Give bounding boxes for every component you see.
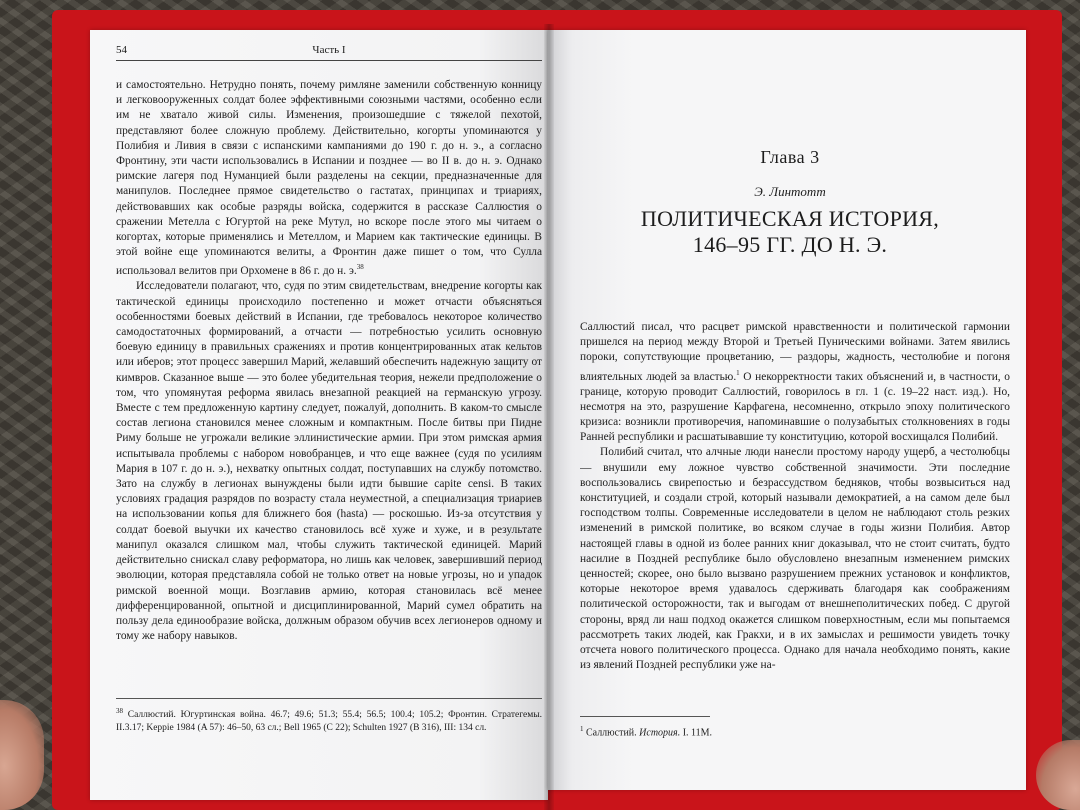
book-spine xyxy=(544,24,554,810)
right-paragraph-1 xyxy=(580,320,1010,445)
chapter-heading xyxy=(560,206,1020,258)
left-paragraph-2: Исследователи полагают, что, судя по этим свидетельствам, внедрение когорты как тактической единицы происходило постепенно и может отчасти объясняться особенностями боевых действий в Испании, где требовалось некоторое количество самодостаточных формирований, а отчасти — потребностью усилить основную боевую единицу в правильных сражениях и против концентрированных атак кельтов или иберов; этот процесс завершил Марий, желавший обеспечить надежную защиту от кимвров. Сказанное выше — это более убедительная теория, нежели предположение о том, что упомянутая реформа явилась внезапной реакцией на германскую угрозу. Вместе с тем предложенную картину следует, пожалуй, дополнить. В каком-то смысле состав легиона становился менее сложным и компактным. После битвы при Пидне Риму больше не угрожали великие эллинистические армии. При этом римская армия испытывала проблемы с набором новобранцев, и что еще важнее (судя по усилиям Мария в 107 г. до н. э.), нехватку опытных солдат, поступавших на службу потомство. Зато на службу в легионах вынуждены были идти бывшие capite censi. В таких условиях градация разрядов по возрасту стала неуместной, а специализация триариев на использовании копья для ближнего боя (hasta) — роскошью. Из-за отсутствия у солдат боевой выучки их качество становилось всё хуже и хуже, и в результате манипул оказался слишком мал, чтобы служить тактической единицей. Марий действительно снискал славу реформатора, но лишь как человек, завершивший период эволюции, которая представляла собой не только ответ на новые угрозы, но и упадок римской военной мощи. Возглавив армию, которая становилась всё менее дифференцированной, опытной и дисциплинированной, Марий сумел обратить на пользу дела единообразие войска, должным образом обучив всех легионеров одному и тому же набору навыков. xyxy=(116,280,542,643)
footnote-ref-1: 1 xyxy=(736,368,740,377)
left-paragraph-1-text: и самостоятельно. Нетрудно понять, почему римляне заменили собственную конницу и легковооруженных солдат более эффективными союзными частями, особенно если им не хватало живой силы. Изменения, произошедшие с тяжелой пехотой, представляют более сложную проблему. Действительно, когорты упоминаются у Полибия и Ливия в связи с испанскими кампаниями до 190 г. до н. э., а согласно Фронтину, эти части использовались в Испании и позднее — во II в. до н. э. Однако римские лагеря под Нуманцией были разделены на секции, предназначенные для манипулов. Последнее прямое свидетельство о гастатах, принципах и триариях, действовавших как особые разряды войска, содержится в рассказе Саллюстия о сражении Метелла с Югуртой на реке Мутул, но вскоре после этого мы читаем о когортах, которые применялись и Метеллом, и Марием как тактические единицы. В этой войне еще упоминаются велиты, а Фронтин даже пишет о том, что Сулла использовал велитов при Орхомене в 86 г. до н. э. xyxy=(116,79,542,278)
right-page-body xyxy=(580,320,1010,700)
page-number: 54 xyxy=(116,44,127,56)
right-paragraph-1-cont: О некорректности таких объяснений и, в частности, о границе, которую проводит Саллюстий, говорилось в гл. 1 (с. 19–22 наст. изд.). Но, несмотря на это, разрушение Карфагена, несомненно, открыло эпоху политического кризиса: возникли противоречия, напоминавшие о полузабытых столкновениях в годы Ранней республики и расшатывавшие ту конституцию, которой восхищался Полибий. xyxy=(580,370,1010,444)
running-title: Часть I xyxy=(312,44,346,56)
footnote-number-38: 38 xyxy=(116,707,123,715)
right-paragraph-1-text: Саллюстий писал, что расцвет римской нравственности и политической гармонии пришелся на период между Второй и Третьей Пуническими войнами. Затем явились пороки, сопутствующие процветанию, — раздоры, жадность, честолюбие и погоня влиятельных людей за властью. xyxy=(580,321,1010,383)
footnote-author: Саллюстий. xyxy=(586,727,637,739)
chapter-label: Глава 3 xyxy=(760,147,820,167)
footnote-ref-38: 38 xyxy=(356,263,364,272)
footnote-work: История. xyxy=(639,727,681,739)
chapter-heading-line-2: 146–95 ГГ. ДО Н. Э. xyxy=(692,232,888,257)
right-paragraph-2: Полибий считал, что алчные люди нанесли простому народу ущерб, а честолюбцы — внушили ему ложное чувство собственной значимости. Эти последние воспользовались свирепостью и безрассудством бедняков, чтобы возвыситься над конституцией, и создали строй, который называли демократией, а на самом деле был господством толпы. Современные исследователи в целом не наблюдают столь резких изменений в римской политике, во всяком случае в годы жизни Полибия. Автор настоящей главы в одной из более ранних книг доказывал, что не стоит считать, будто насилие в Поздней республике было обусловлено внезапным изменением римских ценностей; скорее, оно было вызвано разрушением прежних установок и конфликтов, которые некоторое время удавалось сдерживать благодаря как соображениям политической осторожности, так и выгодам от внешнеполитических побед. С другой стороны, вряд ли наш подход окажется слишком поверхностным, если мы попытаемся рассмотреть таких людей, как Гракхи, и в их замыслах и решимости увидеть точку отсчета нового политического процесса. Однако для начала необходимо понять, какие из явлений Поздней республики уже на- xyxy=(580,446,1010,672)
chapter-author: Э. Линтотт xyxy=(754,184,826,199)
running-head xyxy=(116,44,542,61)
right-footnote xyxy=(580,716,1010,739)
chapter-heading-line-1: ПОЛИТИЧЕСКАЯ ИСТОРИЯ, xyxy=(640,206,940,231)
footnote-ref: I. 11M. xyxy=(682,727,713,739)
left-paragraph-1 xyxy=(116,78,542,279)
left-footnote xyxy=(116,698,542,735)
footnote-text-38: Саллюстий. Югуртинская война. 46.7; 49.6; 51.3; 55.4; 56.5; 100.4; 105.2; Фронтин. Стратегемы. II.3.17; Keppie 1984 (A 57): 46–50, 63 сл.; Bell 1965 (C 22); Schulten 1927 (B 316), III: 134 сл. xyxy=(116,710,543,734)
footnote-divider xyxy=(580,716,710,717)
left-page-body xyxy=(116,78,542,688)
footnote-number-1: 1 xyxy=(580,725,584,733)
